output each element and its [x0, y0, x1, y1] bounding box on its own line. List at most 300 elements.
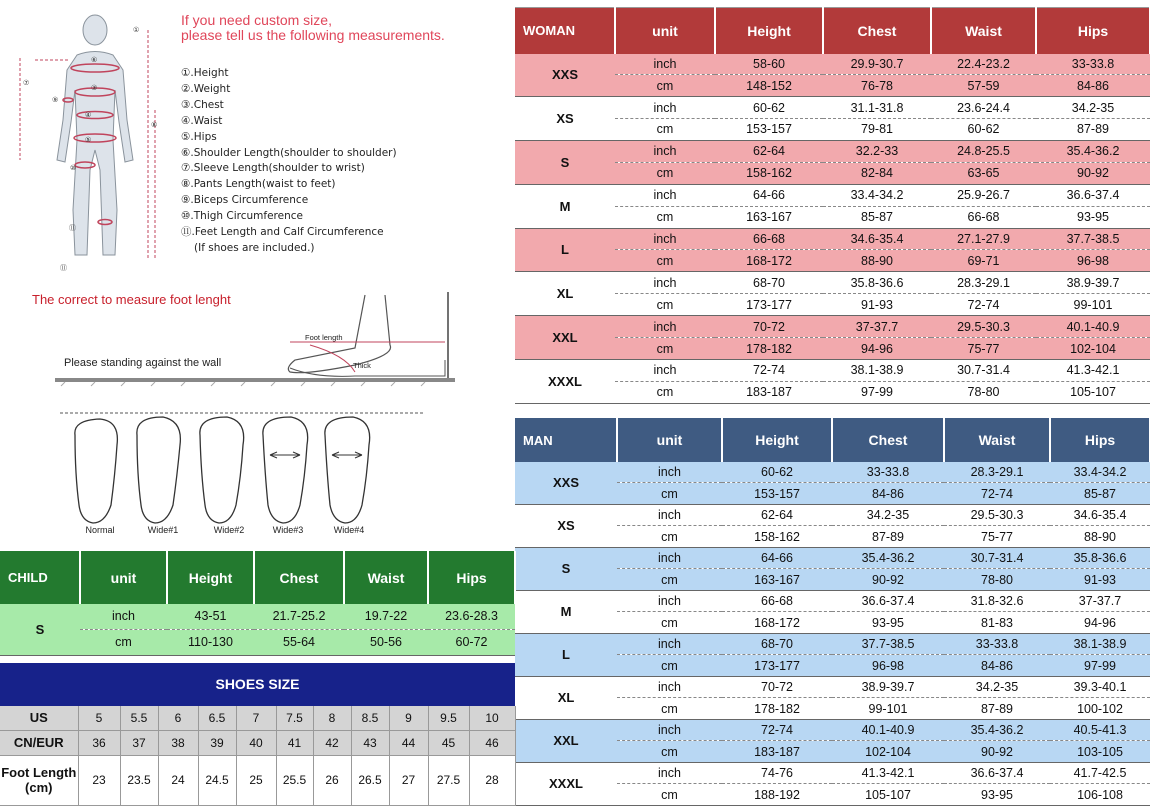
value-cell: 78-80: [931, 381, 1036, 403]
value-cell: 36.6-37.4: [944, 762, 1050, 784]
unit-cell: inch: [615, 316, 715, 338]
size-label: XXXL: [515, 762, 617, 805]
foot-type-caption: Wide#4: [333, 525, 365, 535]
unit-cell: inch: [617, 633, 722, 655]
column-header: Chest: [832, 418, 944, 462]
value-cell: 66-68: [931, 206, 1036, 228]
value-cell: 40: [236, 730, 276, 755]
table-title: WOMAN: [515, 8, 615, 54]
value-cell: 6.5: [198, 706, 236, 730]
value-cell: 6: [158, 706, 198, 730]
value-cell: 63-65: [931, 162, 1036, 184]
value-cell: 27: [389, 755, 428, 805]
size-label: XXXL: [515, 359, 615, 403]
figure-number: ③: [91, 84, 98, 92]
column-header: Waist: [944, 418, 1050, 462]
figure-number: ①: [133, 26, 140, 34]
unit-cell: inch: [615, 359, 715, 381]
table-row: [0, 730, 515, 755]
unit-cell: cm: [615, 294, 715, 316]
unit-cell: cm: [615, 338, 715, 360]
value-cell: 34.6-35.4: [1050, 504, 1150, 526]
value-cell: 105-107: [832, 784, 944, 806]
table-row: [515, 140, 1150, 162]
table-row: [0, 706, 515, 730]
value-cell: 87-89: [1036, 119, 1150, 141]
value-cell: 60-62: [722, 462, 832, 483]
value-cell: 60-72: [428, 629, 515, 655]
value-cell: 188-192: [722, 784, 832, 806]
measurement-item: ⑨.Biceps Circumference: [181, 194, 309, 207]
unit-cell: inch: [617, 719, 722, 741]
value-cell: 163-167: [715, 206, 823, 228]
measurement-item: ⑪.Feet Length and Calf Circumference: [181, 226, 384, 239]
value-cell: 39.3-40.1: [1050, 676, 1150, 698]
value-cell: 96-98: [1036, 250, 1150, 272]
value-cell: 97-99: [823, 381, 931, 403]
value-cell: 75-77: [931, 338, 1036, 360]
size-label: S: [0, 604, 80, 656]
table-row: [515, 359, 1150, 381]
size-label: M: [515, 590, 617, 633]
unit-cell: inch: [617, 590, 722, 612]
unit-cell: cm: [615, 250, 715, 272]
unit-cell: inch: [615, 140, 715, 162]
foot-type-caption: Wide#3: [272, 525, 304, 535]
value-cell: 50-56: [344, 629, 428, 655]
table-row: [515, 228, 1150, 250]
body-measurement-figure: [15, 10, 175, 275]
unit-cell: inch: [617, 762, 722, 784]
value-cell: 85-87: [1050, 483, 1150, 505]
value-cell: 158-162: [722, 526, 832, 548]
table-row: [0, 755, 515, 805]
table-row: [515, 590, 1150, 612]
size-label: XS: [515, 504, 617, 547]
table-row: [515, 54, 1150, 75]
row-label: US: [0, 706, 78, 730]
value-cell: 173-177: [722, 655, 832, 677]
value-cell: 29.5-30.3: [931, 316, 1036, 338]
value-cell: 19.7-22: [344, 604, 428, 629]
value-cell: 35.8-36.6: [1050, 547, 1150, 569]
value-cell: 66-68: [722, 590, 832, 612]
value-cell: 99-101: [832, 698, 944, 720]
value-cell: 35.4-36.2: [832, 547, 944, 569]
foot-width-illustration: [55, 405, 430, 545]
measurement-item: ④.Waist: [181, 114, 223, 127]
column-header: Height: [167, 551, 254, 604]
column-header: Waist: [931, 8, 1036, 54]
value-cell: 88-90: [1050, 526, 1150, 548]
value-cell: 90-92: [832, 569, 944, 591]
row-label-line: Foot Length: [1, 765, 77, 780]
shoes-size-title: SHOES SIZE: [0, 663, 515, 706]
row-label: CN/EUR: [0, 730, 78, 755]
column-header: Height: [715, 8, 823, 54]
value-cell: 25.9-26.7: [931, 184, 1036, 206]
value-cell: 27.1-27.9: [931, 228, 1036, 250]
value-cell: 94-96: [823, 338, 931, 360]
wall-instruction: Please standing against the wall: [64, 357, 222, 369]
size-label: S: [515, 140, 615, 184]
value-cell: 94-96: [1050, 612, 1150, 634]
value-cell: 33.4-34.2: [823, 184, 931, 206]
value-cell: 36: [78, 730, 120, 755]
value-cell: 85-87: [823, 206, 931, 228]
measurement-item: ②.Weight: [181, 82, 231, 95]
value-cell: 105-107: [1036, 381, 1150, 403]
value-cell: 68-70: [722, 633, 832, 655]
value-cell: 91-93: [823, 294, 931, 316]
value-cell: 72-74: [931, 294, 1036, 316]
foot-type-caption: Normal: [85, 525, 115, 535]
unit-cell: cm: [615, 381, 715, 403]
table-row: [515, 184, 1150, 206]
value-cell: 33-33.8: [1036, 54, 1150, 75]
value-cell: 23.5: [120, 755, 158, 805]
value-cell: 10: [469, 706, 515, 730]
value-cell: 25.5: [276, 755, 313, 805]
value-cell: 79-81: [823, 119, 931, 141]
table-row: [515, 676, 1150, 698]
column-header: Waist: [344, 551, 428, 604]
value-cell: 35.4-36.2: [944, 719, 1050, 741]
value-cell: 29.9-30.7: [823, 54, 931, 75]
unit-cell: cm: [617, 612, 722, 634]
value-cell: 68-70: [715, 272, 823, 294]
value-cell: 148-152: [715, 75, 823, 97]
figure-number: ⑧: [151, 121, 158, 129]
value-cell: 103-105: [1050, 741, 1150, 763]
value-cell: 153-157: [715, 119, 823, 141]
value-cell: 8.5: [351, 706, 389, 730]
unit-cell: cm: [615, 119, 715, 141]
custom-note-line: If you need custom size,: [181, 12, 332, 28]
value-cell: 88-90: [823, 250, 931, 272]
measurement-item: ⑤.Hips: [181, 130, 217, 143]
value-cell: 100-102: [1050, 698, 1150, 720]
unit-cell: cm: [617, 483, 722, 505]
column-header: Hips: [1050, 418, 1150, 462]
value-cell: 102-104: [1036, 338, 1150, 360]
value-cell: 27.5: [428, 755, 469, 805]
child-size-table: [0, 551, 516, 656]
value-cell: 87-89: [832, 526, 944, 548]
value-cell: 41.3-42.1: [1036, 359, 1150, 381]
value-cell: 183-187: [722, 741, 832, 763]
figure-number: ⑩: [70, 164, 77, 172]
table-row: [515, 719, 1150, 741]
table-row: [515, 504, 1150, 526]
foot-type-caption: Wide#1: [147, 525, 179, 535]
measurement-item: ⑥.Shoulder Length(shoulder to shoulder): [181, 146, 397, 159]
value-cell: 46: [469, 730, 515, 755]
value-cell: 102-104: [832, 741, 944, 763]
unit-cell: cm: [617, 784, 722, 806]
table-title: MAN: [515, 418, 617, 462]
table-title: CHILD: [0, 551, 80, 604]
value-cell: 96-98: [832, 655, 944, 677]
unit-cell: cm: [617, 741, 722, 763]
value-cell: 40.1-40.9: [1036, 316, 1150, 338]
value-cell: 153-157: [722, 483, 832, 505]
table-row: [0, 604, 515, 629]
thick-label: Thick: [353, 361, 371, 370]
unit-cell: inch: [615, 228, 715, 250]
value-cell: 64-66: [715, 184, 823, 206]
row-label: [0, 755, 78, 805]
value-cell: 70-72: [722, 676, 832, 698]
value-cell: 74-76: [722, 762, 832, 784]
value-cell: 84-86: [944, 655, 1050, 677]
value-cell: 178-182: [722, 698, 832, 720]
value-cell: 31.8-32.6: [944, 590, 1050, 612]
value-cell: 178-182: [715, 338, 823, 360]
column-header: unit: [615, 8, 715, 54]
value-cell: 25: [236, 755, 276, 805]
size-label: XXL: [515, 719, 617, 762]
value-cell: 24: [158, 755, 198, 805]
value-cell: 39: [198, 730, 236, 755]
value-cell: 90-92: [1036, 162, 1150, 184]
value-cell: 75-77: [944, 526, 1050, 548]
value-cell: 72-74: [722, 719, 832, 741]
size-label: XXS: [515, 462, 617, 504]
size-label: S: [515, 547, 617, 590]
value-cell: 5: [78, 706, 120, 730]
figure-number: ⑥: [91, 56, 98, 64]
value-cell: 35.4-36.2: [1036, 140, 1150, 162]
value-cell: 7: [236, 706, 276, 730]
value-cell: 43: [351, 730, 389, 755]
value-cell: 26.5: [351, 755, 389, 805]
value-cell: 60-62: [931, 119, 1036, 141]
unit-cell: cm: [617, 569, 722, 591]
value-cell: 84-86: [1036, 75, 1150, 97]
table-row: [515, 762, 1150, 784]
value-cell: 168-172: [722, 612, 832, 634]
value-cell: 28.3-29.1: [931, 272, 1036, 294]
value-cell: 23: [78, 755, 120, 805]
value-cell: 66-68: [715, 228, 823, 250]
column-header: Chest: [254, 551, 344, 604]
value-cell: 72-74: [944, 483, 1050, 505]
value-cell: 62-64: [715, 140, 823, 162]
value-cell: 43-51: [167, 604, 254, 629]
value-cell: 41.3-42.1: [832, 762, 944, 784]
value-cell: 76-78: [823, 75, 931, 97]
value-cell: 44: [389, 730, 428, 755]
measurement-note: (If shoes are included.): [194, 241, 315, 254]
value-cell: 70-72: [715, 316, 823, 338]
figure-number: ⑪: [60, 264, 67, 272]
column-header: unit: [80, 551, 167, 604]
size-label: XL: [515, 272, 615, 316]
value-cell: 29.5-30.3: [944, 504, 1050, 526]
unit-cell: inch: [617, 676, 722, 698]
size-label: M: [515, 184, 615, 228]
foot-measure-title: The correct to measure foot lenght: [32, 292, 231, 307]
value-cell: 34.2-35: [944, 676, 1050, 698]
value-cell: 110-130: [167, 629, 254, 655]
unit-cell: cm: [80, 629, 167, 655]
value-cell: 40.5-41.3: [1050, 719, 1150, 741]
value-cell: 42: [313, 730, 351, 755]
value-cell: 34.2-35: [1036, 97, 1150, 119]
table-row: [515, 316, 1150, 338]
value-cell: 93-95: [1036, 206, 1150, 228]
value-cell: 173-177: [715, 294, 823, 316]
figure-number: ⑪: [69, 224, 76, 232]
value-cell: 93-95: [832, 612, 944, 634]
value-cell: 36.6-37.4: [1036, 184, 1150, 206]
value-cell: 106-108: [1050, 784, 1150, 806]
value-cell: 91-93: [1050, 569, 1150, 591]
value-cell: 72-74: [715, 359, 823, 381]
unit-cell: cm: [617, 526, 722, 548]
value-cell: 62-64: [722, 504, 832, 526]
value-cell: 60-62: [715, 97, 823, 119]
column-header: Hips: [428, 551, 515, 604]
value-cell: 37-37.7: [823, 316, 931, 338]
unit-cell: inch: [615, 184, 715, 206]
value-cell: 34.2-35: [832, 504, 944, 526]
unit-cell: cm: [617, 698, 722, 720]
value-cell: 93-95: [944, 784, 1050, 806]
value-cell: 26: [313, 755, 351, 805]
value-cell: 28.3-29.1: [944, 462, 1050, 483]
unit-cell: cm: [615, 206, 715, 228]
column-header: Hips: [1036, 8, 1150, 54]
value-cell: 5.5: [120, 706, 158, 730]
value-cell: 99-101: [1036, 294, 1150, 316]
value-cell: 40.1-40.9: [832, 719, 944, 741]
value-cell: 37.7-38.5: [832, 633, 944, 655]
foot-wall-illustration: [55, 290, 465, 390]
value-cell: 97-99: [1050, 655, 1150, 677]
value-cell: 64-66: [722, 547, 832, 569]
measurement-item: ⑦.Sleeve Length(shoulder to wrist): [181, 162, 365, 175]
table-row: [515, 633, 1150, 655]
value-cell: 55-64: [254, 629, 344, 655]
value-cell: 31.1-31.8: [823, 97, 931, 119]
unit-cell: inch: [615, 54, 715, 75]
figure-number: ⑨: [52, 96, 59, 104]
woman-size-table: [515, 7, 1150, 404]
value-cell: 38: [158, 730, 198, 755]
value-cell: 163-167: [722, 569, 832, 591]
custom-note-line: please tell us the following measurements.: [181, 27, 445, 43]
value-cell: 168-172: [715, 250, 823, 272]
size-label: L: [515, 633, 617, 676]
measurement-item: ①.Height: [181, 67, 229, 79]
unit-cell: inch: [615, 97, 715, 119]
value-cell: 41: [276, 730, 313, 755]
value-cell: 33-33.8: [944, 633, 1050, 655]
unit-cell: inch: [617, 547, 722, 569]
value-cell: 38.1-38.9: [1050, 633, 1150, 655]
value-cell: 30.7-31.4: [944, 547, 1050, 569]
value-cell: 81-83: [944, 612, 1050, 634]
value-cell: 24.8-25.5: [931, 140, 1036, 162]
figure-number: ⑦: [23, 79, 30, 87]
value-cell: 33.4-34.2: [1050, 462, 1150, 483]
size-label: L: [515, 228, 615, 272]
custom-size-note: [181, 13, 445, 43]
value-cell: 37: [120, 730, 158, 755]
value-cell: 9: [389, 706, 428, 730]
value-cell: 38.9-39.7: [1036, 272, 1150, 294]
size-label: XL: [515, 676, 617, 719]
column-header: Chest: [823, 8, 931, 54]
value-cell: 84-86: [832, 483, 944, 505]
value-cell: 8: [313, 706, 351, 730]
value-cell: 82-84: [823, 162, 931, 184]
figure-number: ⑤: [85, 136, 92, 144]
value-cell: 183-187: [715, 381, 823, 403]
foot-type-caption: Wide#2: [213, 525, 245, 535]
foot-length-label: Foot length: [305, 333, 343, 342]
value-cell: 32.2-33: [823, 140, 931, 162]
value-cell: 78-80: [944, 569, 1050, 591]
size-label: XXL: [515, 316, 615, 360]
measurement-item: ③.Chest: [181, 98, 224, 111]
value-cell: 158-162: [715, 162, 823, 184]
value-cell: 57-59: [931, 75, 1036, 97]
value-cell: 34.6-35.4: [823, 228, 931, 250]
value-cell: 38.1-38.9: [823, 359, 931, 381]
table-row: [515, 547, 1150, 569]
value-cell: 37.7-38.5: [1036, 228, 1150, 250]
value-cell: 36.6-37.4: [832, 590, 944, 612]
column-header: Height: [722, 418, 832, 462]
unit-cell: inch: [617, 504, 722, 526]
value-cell: 30.7-31.4: [931, 359, 1036, 381]
unit-cell: inch: [615, 272, 715, 294]
unit-cell: cm: [617, 655, 722, 677]
unit-cell: cm: [615, 162, 715, 184]
shoes-size-table: [0, 706, 516, 806]
measurement-item: ⑩.Thigh Circumference: [181, 210, 303, 223]
value-cell: 9.5: [428, 706, 469, 730]
figure-number: ④: [85, 111, 92, 119]
value-cell: 45: [428, 730, 469, 755]
measurement-item: ⑧.Pants Length(waist to feet): [181, 178, 336, 191]
value-cell: 33-33.8: [832, 462, 944, 483]
value-cell: 69-71: [931, 250, 1036, 272]
value-cell: 35.8-36.6: [823, 272, 931, 294]
value-cell: 23.6-28.3: [428, 604, 515, 629]
value-cell: 58-60: [715, 54, 823, 75]
value-cell: 23.6-24.4: [931, 97, 1036, 119]
value-cell: 38.9-39.7: [832, 676, 944, 698]
man-size-table: [515, 418, 1150, 806]
value-cell: 28: [469, 755, 515, 805]
value-cell: 41.7-42.5: [1050, 762, 1150, 784]
value-cell: 21.7-25.2: [254, 604, 344, 629]
value-cell: 37-37.7: [1050, 590, 1150, 612]
table-row: [515, 272, 1150, 294]
unit-cell: inch: [617, 462, 722, 483]
unit-cell: cm: [615, 75, 715, 97]
row-label-line: (cm): [25, 780, 53, 795]
value-cell: 87-89: [944, 698, 1050, 720]
unit-cell: inch: [80, 604, 167, 629]
value-cell: 24.5: [198, 755, 236, 805]
table-row: [515, 462, 1150, 483]
table-row: [515, 97, 1150, 119]
